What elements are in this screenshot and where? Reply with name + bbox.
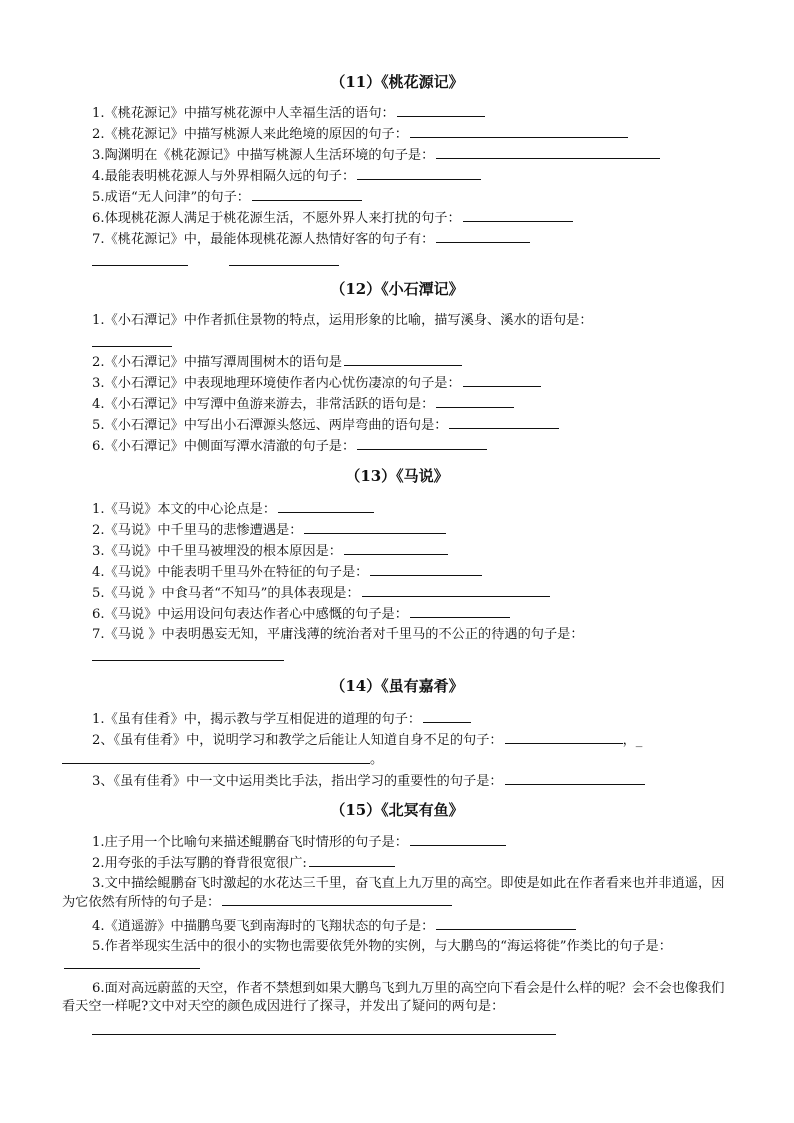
- answer-blank[interactable]: [410, 833, 506, 846]
- answer-blank[interactable]: [357, 437, 487, 450]
- section-title-15: （15）《北冥有鱼》: [330, 801, 464, 819]
- question-11-3: 3.陶渊明在《桃花源记》中描写桃源人生活环境的句子是：: [92, 146, 742, 165]
- question-13-5: 5.《马说 》中食马者“不知马”的具体表现是：: [92, 584, 742, 603]
- answer-blank[interactable]: [92, 265, 188, 266]
- question-12-2: 2.《小石潭记》中描写潭周围树木的语句是: [92, 353, 742, 372]
- answer-blank[interactable]: [463, 209, 573, 222]
- question-11-5: 5.成语“无人问津”的句子：: [92, 188, 742, 207]
- question-13-7: 7.《马说 》中表明愚妄无知，平庸浅薄的统治者对千里马的不公正的待遇的句子是：: [92, 627, 584, 642]
- section-title-14: （14）《虽有嘉肴》: [330, 677, 464, 695]
- answer-blank[interactable]: [463, 374, 541, 387]
- section-title-12: （12）《小石潭记》: [330, 280, 464, 298]
- answer-blank[interactable]: [344, 353, 462, 366]
- question-14-3: 3、《虽有佳肴》中一文中运用类比手法，指出学习的重要性的句子是：: [92, 772, 742, 791]
- question-11-7: 7.《桃花源记》中，最能体现桃花源人热情好客的句子有：: [92, 230, 742, 249]
- question-15-2: 2.用夸张的手法写鹏的脊背很宽很广:: [92, 854, 742, 873]
- question-13-6: 6.《马说》中运用设问句表达作者心中感慨的句子是：: [92, 605, 742, 624]
- question-13-3: 3.《马说》中千里马被埋没的根本原因是：: [92, 542, 742, 561]
- question-15-3: 3.文中描绘鲲鹏奋飞时激起的水花达三千里，奋飞直上九万里的高空。即使是如此在作者看来也并非逍遥，因为它依然有所恃的句子是：: [62, 876, 725, 910]
- question-13-4: 4.《马说》中能表明千里马外在特征的句子是：: [92, 563, 742, 582]
- question-15-1: 1.庄子用一个比喻句来描述鲲鹏奋飞时情形的句子是：: [92, 833, 742, 852]
- answer-blank[interactable]: [309, 854, 395, 867]
- answer-blank[interactable]: [436, 395, 514, 408]
- question-11-2: 2.《桃花源记》中描写桃源人来此绝境的原因的句子：: [92, 125, 742, 144]
- question-12-5: 5.《小石潭记》中写出小石潭源头悠远、两岸弯曲的语句是：: [92, 416, 742, 435]
- answer-blank[interactable]: [92, 660, 284, 661]
- question-15-5: 5.作者举现实生活中的很小的实物也需要依凭外物的实例，与大鹏鸟的“海运将徙”作类比的句子是：: [62, 938, 736, 975]
- answer-blank[interactable]: [229, 265, 339, 266]
- question-14-1: 1.《虽有佳肴》中，揭示教与学互相促进的道理的句子：: [92, 710, 742, 729]
- section-title-11: （11）《桃花源记》: [330, 73, 464, 91]
- question-11-4: 4.最能表明桃花源人与外界相隔久远的句子：: [92, 167, 742, 186]
- answer-blank[interactable]: [278, 500, 374, 513]
- answer-blank[interactable]: [505, 772, 645, 785]
- question-11-6: 6.体现桃花源人满足于桃花源生活，不愿外界人来打扰的句子：: [92, 209, 742, 228]
- period-mark: 。: [370, 752, 384, 767]
- answer-blank[interactable]: [449, 416, 559, 429]
- question-15-4: 4.《逍遥游》中描鹏鸟要飞到南海时的飞翔状态的句子是：: [92, 917, 742, 936]
- answer-blank[interactable]: [505, 731, 623, 744]
- question-12-6: 6.《小石潭记》中侧面写潭水清澈的句子是：: [92, 437, 742, 456]
- question-13-1: 1.《马说》本文的中心论点是：: [92, 500, 742, 519]
- answer-blank[interactable]: [64, 956, 200, 969]
- answer-blank[interactable]: [436, 146, 660, 159]
- answer-blank[interactable]: [410, 125, 628, 138]
- question-13-2: 2.《马说》中千里马的悲惨遭遇是：: [92, 521, 742, 540]
- answer-blank[interactable]: [423, 710, 471, 723]
- question-15-6: 6.面对高远蔚蓝的天空，作者不禁想到如果大鹏鸟飞到九万里的高空向下看会是什么样的呢？会不会也像我们看天空一样呢?文中对天空的颜色成因进行了探寻，并发出了疑问的两句是：: [62, 981, 725, 1014]
- answer-blank[interactable]: [362, 584, 550, 597]
- question-12-3: 3.《小石潭记》中表现地理环境使作者内心忧伤凄凉的句子是：: [92, 374, 742, 393]
- answer-blank[interactable]: [397, 104, 485, 117]
- question-14-2: 2、《虽有佳肴》中，说明学习和教学之后能让人知道自身不足的句子： ，_: [92, 733, 643, 748]
- answer-blank[interactable]: [62, 763, 370, 764]
- answer-blank[interactable]: [344, 542, 448, 555]
- answer-blank[interactable]: [92, 1034, 556, 1035]
- answer-blank[interactable]: [357, 167, 481, 180]
- question-11-1: 1.《桃花源记》中描写桃花源中人幸福生活的语句：: [92, 104, 742, 123]
- section-title-13: （13）《马说》: [345, 467, 449, 485]
- answer-blank[interactable]: [370, 563, 482, 576]
- answer-blank[interactable]: [304, 521, 446, 534]
- question-12-4: 4.《小石潭记》中写潭中鱼游来游去，非常活跃的语句是：: [92, 395, 742, 414]
- answer-blank[interactable]: [252, 188, 362, 201]
- answer-blank[interactable]: [222, 893, 452, 906]
- answer-blank[interactable]: [92, 346, 172, 347]
- answer-blank[interactable]: [436, 230, 530, 243]
- answer-blank[interactable]: [410, 605, 510, 618]
- answer-blank[interactable]: [436, 917, 576, 930]
- question-12-1: 1.《小石潭记》中作者抓住景物的特点，运用形象的比喻，描写溪身、溪水的语句是：: [92, 313, 593, 328]
